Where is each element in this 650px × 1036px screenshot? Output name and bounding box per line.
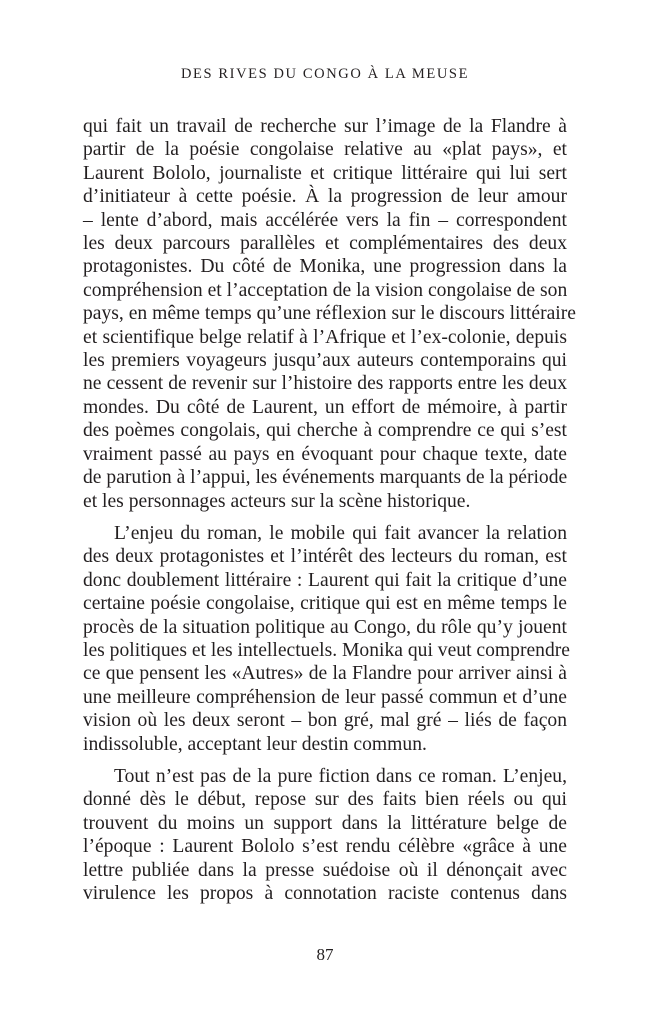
body-text xyxy=(83,115,576,914)
text-line: ce que pensent les «Autres» de la Flandre pour arriver ainsi à xyxy=(83,663,567,685)
text-line: vraiment passé au pays en évoquant pour chaque texte, date xyxy=(83,443,567,465)
text-line: L’enjeu du roman, le mobile qui fait avancer la relation xyxy=(114,522,567,544)
text-line: les deux parcours parallèles et complémentaires des deux xyxy=(83,233,567,255)
text-line: indissoluble, acceptant leur destin commun. xyxy=(83,733,427,755)
text-line: donné dès le début, repose sur des faits bien réels ou qui xyxy=(83,789,567,811)
text-line: et scientifique belge relatif à l’Afrique et l’ex-colonie, depuis xyxy=(83,326,567,348)
text-line: pays, en même temps qu’une réflexion sur le discours littéraire xyxy=(83,303,576,325)
text-line: de parution à l’appui, les événements marquants de la période xyxy=(83,467,568,489)
text-line: l’époque : Laurent Bololo s’est rendu célèbre «grâce à une xyxy=(83,836,567,858)
text-line: donc doublement littéraire : Laurent qui fait la critique d’une xyxy=(83,569,567,591)
page-number: 87 xyxy=(316,945,334,964)
running-head: DES RIVES DU CONGO À LA MEUSE xyxy=(180,66,470,82)
text-line: Laurent Bololo, journaliste et critique littéraire qui lui sert xyxy=(83,162,567,184)
text-line: et les personnages acteurs sur la scène historique. xyxy=(83,490,471,512)
paragraph xyxy=(83,115,576,513)
text-line: Tout n’est pas de la pure fiction dans ce roman. L’enjeu, xyxy=(114,765,567,787)
text-line: protagonistes. Du côté de Monika, une progression dans la xyxy=(83,256,567,278)
text-line: – lente d’abord, mais accélérée vers la fin – correspondent xyxy=(83,209,567,231)
text-line: vision où les deux seront – bon gré, mal gré – liés de façon xyxy=(83,710,567,732)
paragraph xyxy=(83,522,571,756)
text-line: une meilleure compréhension de leur passé commun et d’une xyxy=(83,686,567,708)
text-line: les premiers voyageurs jusqu’aux auteurs contemporains qui xyxy=(83,350,567,372)
paragraph xyxy=(83,765,567,905)
text-line: des poèmes congolais, qui cherche à comprendre ce qui s’est xyxy=(83,420,567,442)
text-line: compréhension et l’acceptation de la vision congolaise de son xyxy=(83,279,568,301)
text-line: trouvent du moins un support dans la littérature belge de xyxy=(83,812,567,834)
text-line: d’initiateur à cette poésie. À la progression de leur amour xyxy=(83,186,567,208)
text-line: ne cessent de revenir sur l’histoire des rapports entre les deux xyxy=(83,373,567,395)
text-line: lettre publiée dans la presse suédoise où il dénonçait avec xyxy=(83,859,567,881)
text-line: partir de la poésie congolaise relative au «plat pays», et xyxy=(83,139,567,161)
text-line: certaine poésie congolaise, critique qui est en même temps le xyxy=(83,593,567,615)
text-line: des deux protagonistes et l’intérêt des lecteurs du roman, est xyxy=(83,546,567,568)
text-line: procès de la situation politique au Congo, du rôle qu’y jouent xyxy=(83,616,567,638)
text-line: virulence les propos à connotation raciste contenus dans xyxy=(83,883,567,904)
text-line: les politiques et les intellectuels. Monika qui veut comprendre xyxy=(83,639,571,661)
text-line: qui fait un travail de recherche sur l’image de la Flandre à xyxy=(83,116,567,137)
text-line: mondes. Du côté de Laurent, un effort de mémoire, à partir xyxy=(83,396,567,418)
